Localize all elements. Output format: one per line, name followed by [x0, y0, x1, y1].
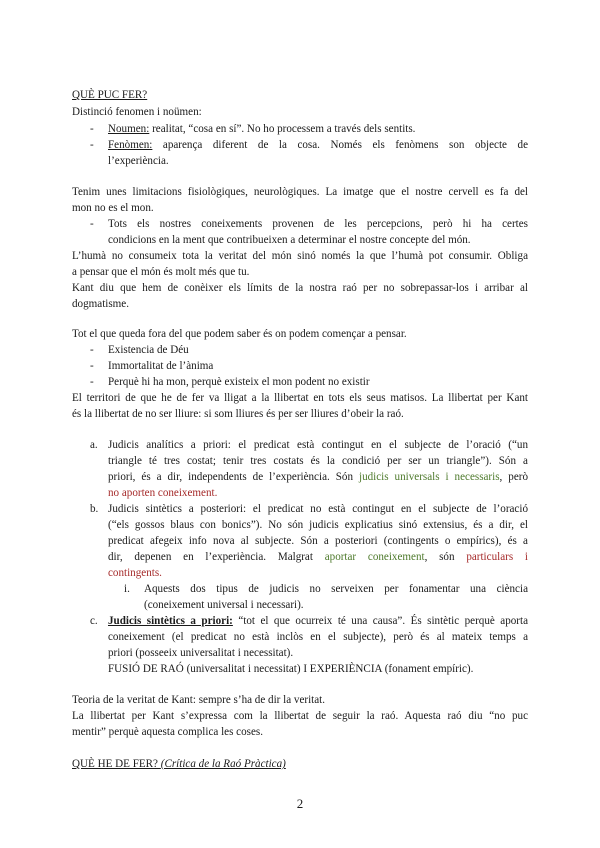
bullet-dash: -	[90, 344, 94, 356]
text-line: priori (posseeix universalitat i necessitat).	[108, 647, 294, 659]
text-line: l’experiència.	[108, 155, 169, 167]
text-line	[108, 613, 528, 629]
text-line: Tenim unes limitacions fisiològiques, neurològiques. La imatge que el nostre cervell es fa del	[72, 186, 528, 198]
list-item: Immortalitat de l’ànima	[108, 360, 214, 372]
section-heading-2	[72, 756, 286, 772]
list-item: Existencia de Déu	[108, 344, 189, 356]
bullet-fenomen	[108, 137, 528, 153]
text-line: La llibertat per Kant s’expressa com la llibertat de seguir la raó. Aquesta raó diu “no puc	[72, 710, 528, 722]
heading-subtitle: (Crítica de la Raó Pràctica)	[160, 758, 286, 770]
text-line: (coneixement universal i necessari).	[144, 599, 304, 611]
text-line: Judicis analítics a priori: el predicat està contingut en el subjecte de l’oració (“un	[108, 439, 528, 451]
term-noumen: Noumen:	[108, 123, 150, 135]
text-line	[108, 549, 528, 565]
highlight-red: particulars i	[466, 551, 528, 563]
text: , però	[499, 471, 528, 483]
term-fenomen: Fenòmen:	[108, 139, 153, 151]
bullet-dash: -	[90, 376, 94, 388]
text-line: FUSIÓ DE RAÓ (universalitat i necessitat) I EXPERIÈNCIA (fonament empíric).	[108, 663, 474, 675]
text: “tot el que ocurreix té una causa”. És sintètic perquè aporta	[232, 615, 528, 627]
text-line: mentir” perquè aquesta complica les coses.	[72, 726, 263, 738]
list-item: Perquè hi ha mon, perquè existeix el mon podent no existir	[108, 376, 370, 388]
highlight-green: judicis universals i necessaris	[358, 471, 500, 483]
list-label-c: c.	[90, 615, 98, 627]
text-line: Teoria de la veritat de Kant: sempre s’ha de dir la veritat.	[72, 694, 326, 706]
text-line: condicions en la ment que contribueixen a determinar el nostre concepte del món.	[108, 234, 471, 246]
text: dir, depenen en l’experiència. Malgrat	[108, 551, 325, 563]
page-number: 2	[296, 796, 304, 811]
text-line: L’humà no consumeix tota la veritat del món sinó només la que l’humà pot consumir. Obliga	[72, 250, 528, 262]
text-line: mon no es el mon.	[72, 202, 154, 214]
text-line: El territori de que he de fer va lligat a la llibertat en tots els seus matisos. La llibertat per Kant	[72, 392, 528, 404]
text-line: Tot el que queda fora del que podem saber és on podem començar a pensar.	[72, 328, 407, 340]
text-line: Aquests dos tipus de judicis no serveixen per fonamentar una ciència	[144, 583, 528, 595]
text-line	[108, 469, 528, 485]
bullet-dash: -	[90, 139, 94, 151]
list-label-b: b.	[90, 503, 99, 515]
highlight-red: contingents.	[108, 567, 162, 579]
text-line: Kant diu que hem de conèixer els límits de la nostra raó per no sobrepassar-los i arribar al	[72, 282, 528, 294]
bullet-dash: -	[90, 218, 94, 230]
text-line: coneixement (el predicat no està inclòs en el subjecte), però és al mateix temps a	[108, 631, 528, 643]
text: aparença diferent de la cosa. Només els fenòmens son objecte de	[152, 139, 528, 151]
bullet-dash: -	[90, 360, 94, 372]
bullet-dash: -	[90, 123, 94, 135]
text: realitat, “cosa en sí”. No ho processem a través dels sentits.	[149, 123, 416, 135]
heading-text: QUÈ HE DE FER?	[72, 758, 161, 770]
text-line: Tots els nostres coneixements provenen de les percepcions, però hi ha certes	[108, 218, 528, 230]
highlight-red: no aporten coneixement.	[108, 487, 218, 499]
text-line: predicat afegeix info nova al subjecte. Són a posteriori (contingents o empírics), és a	[108, 535, 528, 547]
term-sintetics-a-priori: Judicis sintètics a priori:	[108, 615, 233, 627]
bullet-noumen	[108, 121, 415, 137]
text-line: dogmatisme.	[72, 298, 130, 310]
section-heading: QUÈ PUC FER?	[72, 89, 148, 101]
text: , són	[424, 551, 467, 563]
text-line: triangle té tres costat; tenir tres costats és la condició per ser un triangle”). Són a	[108, 455, 528, 467]
text-line: (“els gossos blaus con bonics”). No són judicis explicatius sinó extensius, és a dir, el	[108, 519, 528, 531]
text-line: Judicis sintètics a posteriori: el predicat no està contingut en el subjecte de l’oració	[108, 503, 528, 515]
list-label-i: i.	[124, 583, 130, 595]
list-label-a: a.	[90, 439, 98, 451]
text: priori, és a dir, independents de l’experiència. Són	[108, 471, 359, 483]
highlight-green: aportar coneixement	[324, 551, 425, 563]
text-line: a pensar que el món és molt més que tu.	[72, 266, 250, 278]
text-line: és la llibertat de no ser lliure: si som lliures és per ser lliures d’obeir la raó.	[72, 408, 404, 420]
paragraph: Distinció fenomen i noümen:	[72, 106, 202, 118]
